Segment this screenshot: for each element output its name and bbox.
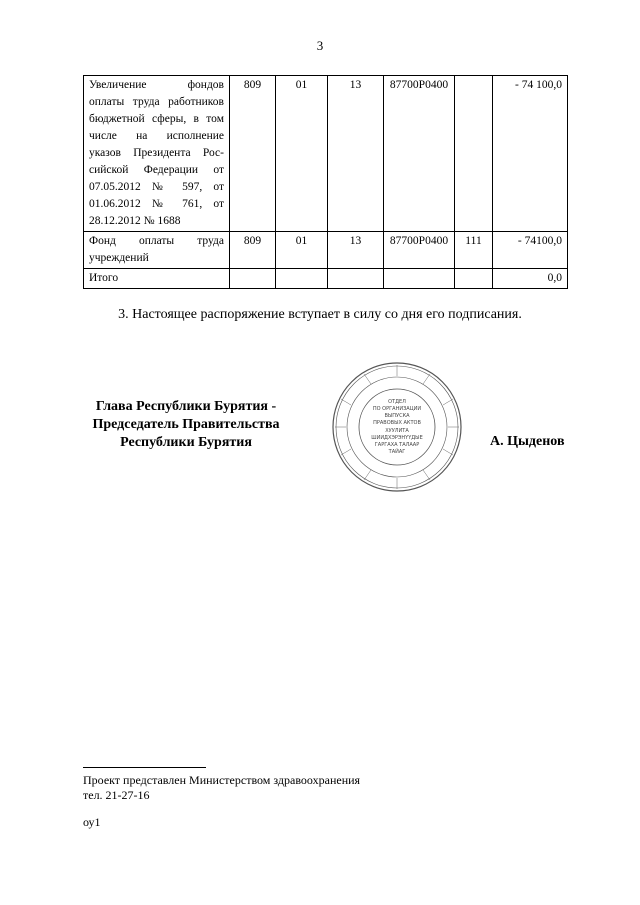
description-line: Итого	[89, 272, 119, 284]
stamp-text: ВЫПУСКА	[384, 413, 410, 419]
footer-note-line: Проект представлен Министерством здравоохранения	[83, 773, 361, 787]
description-line: оплаты труда работников	[89, 96, 224, 108]
section-code	[276, 269, 328, 289]
row-description	[84, 232, 230, 269]
target-item-code: 87700Р0400	[384, 76, 455, 232]
stamp-text: ПО ОРГАНИЗАЦИИ	[372, 406, 422, 412]
description-line: числе на исполнение	[89, 130, 224, 142]
description-line: указов Президента Рос-	[89, 147, 224, 159]
ministry-code: 809	[230, 76, 276, 232]
expense-type-code: 111	[455, 232, 493, 269]
document-code: оу1	[83, 815, 101, 829]
ministry-code	[230, 269, 276, 289]
row-description	[84, 76, 230, 232]
effective-clause: 3. Настоящее распоряжение вступает в силу со дня его подписания.	[118, 307, 522, 322]
signer-title	[76, 398, 296, 452]
section-code: 01	[276, 76, 328, 232]
subsection-code: 13	[328, 76, 384, 232]
description-line: Увеличение фондов	[89, 79, 224, 91]
amount: - 74 100,0	[493, 76, 568, 232]
description-line: учреждений	[89, 252, 149, 264]
stamp-text: ПРАВОВЫХ АКТОВ	[373, 420, 421, 426]
amount: - 74100,0	[493, 232, 568, 269]
target-item-code	[384, 269, 455, 289]
stamp-text: ХУУЛИТА	[385, 428, 409, 434]
table-row	[84, 76, 568, 232]
description-line: бюджетной сферы, в том	[89, 113, 224, 125]
expense-type-code	[455, 269, 493, 289]
description-line: 07.05.2012 № 597, от	[89, 181, 224, 193]
subsection-code: 13	[328, 232, 384, 269]
stamp-text: ШИИДХЭРЭНҮҮДЫЕ	[371, 435, 423, 441]
signer-name: А. Цыденов	[490, 434, 565, 449]
ministry-code: 809	[230, 232, 276, 269]
description-line: 01.06.2012 № 761, от	[89, 198, 224, 210]
table-row	[84, 232, 568, 269]
footer-note-line: тел. 21-27-16	[83, 788, 150, 802]
stamp-text: ГАРГАХА ТАЛААР	[374, 442, 420, 448]
footer-note	[83, 773, 360, 803]
table-row	[84, 269, 568, 289]
subsection-code	[328, 269, 384, 289]
stamp-text: ОТДЕЛ	[388, 399, 406, 405]
description-line: Фонд оплаты труда	[89, 235, 224, 247]
signer-title-line: Республики Бурятия	[120, 435, 252, 450]
budget-table	[83, 75, 568, 289]
row-description	[84, 269, 230, 289]
target-item-code: 87700Р0400	[384, 232, 455, 269]
description-line: 28.12.2012 № 1688	[89, 215, 181, 227]
description-line: сийской Федерации от	[89, 164, 224, 176]
page-number: 3	[316, 38, 324, 53]
section-code: 01	[276, 232, 328, 269]
stamp-text: ТАЙАГ	[388, 449, 406, 455]
signer-title-line: Председатель Правительства	[92, 417, 280, 432]
footer-divider	[83, 767, 206, 768]
amount: 0,0	[493, 269, 568, 289]
official-stamp	[331, 361, 463, 493]
expense-type-code	[455, 76, 493, 232]
signer-title-line: Глава Республики Бурятия -	[95, 399, 277, 414]
